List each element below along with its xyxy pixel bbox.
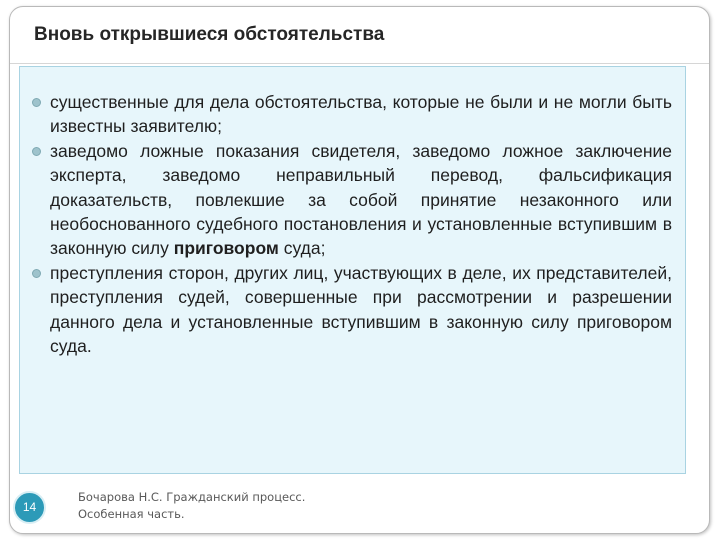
list-item bbox=[30, 139, 672, 261]
bullet-text-end: суда; bbox=[278, 238, 326, 259]
footer-line: Особенная часть. bbox=[78, 507, 185, 521]
list-item bbox=[30, 90, 672, 139]
bullet-dot-icon bbox=[32, 269, 41, 278]
bullet-list bbox=[30, 90, 672, 358]
bullet-emphasis: приговором bbox=[173, 238, 279, 259]
page-number: 14 bbox=[13, 491, 46, 524]
bullet-dot-icon bbox=[32, 147, 41, 156]
bullet-text: преступления сторон, других лиц, участвующих в деле, их представителей, преступления судей, совершенные при рассмотрении и разрешении данного дела и установленные вступившим в законную силу приговором суда. bbox=[50, 262, 672, 357]
bullet-text: существенные для дела обстоятельства, которые не были и не могли быть известны заявителю; bbox=[50, 92, 672, 137]
list-item bbox=[30, 261, 672, 359]
footer-citation bbox=[78, 489, 305, 523]
slide-title: Вновь открывшиеся обстоятельства bbox=[34, 24, 385, 45]
bullet-dot-icon bbox=[32, 98, 41, 107]
footer-line: Бочарова Н.С. Гражданский процесс. bbox=[78, 490, 306, 504]
bullet-text: заведомо ложные показания свидетеля, заведомо ложное заключение эксперта, заведомо неправильный перевод, фальсификация доказательств, повлекшие за собой принятие незаконного или необоснованного судебного постановления и установленные вступившим в законную силу bbox=[50, 140, 672, 259]
